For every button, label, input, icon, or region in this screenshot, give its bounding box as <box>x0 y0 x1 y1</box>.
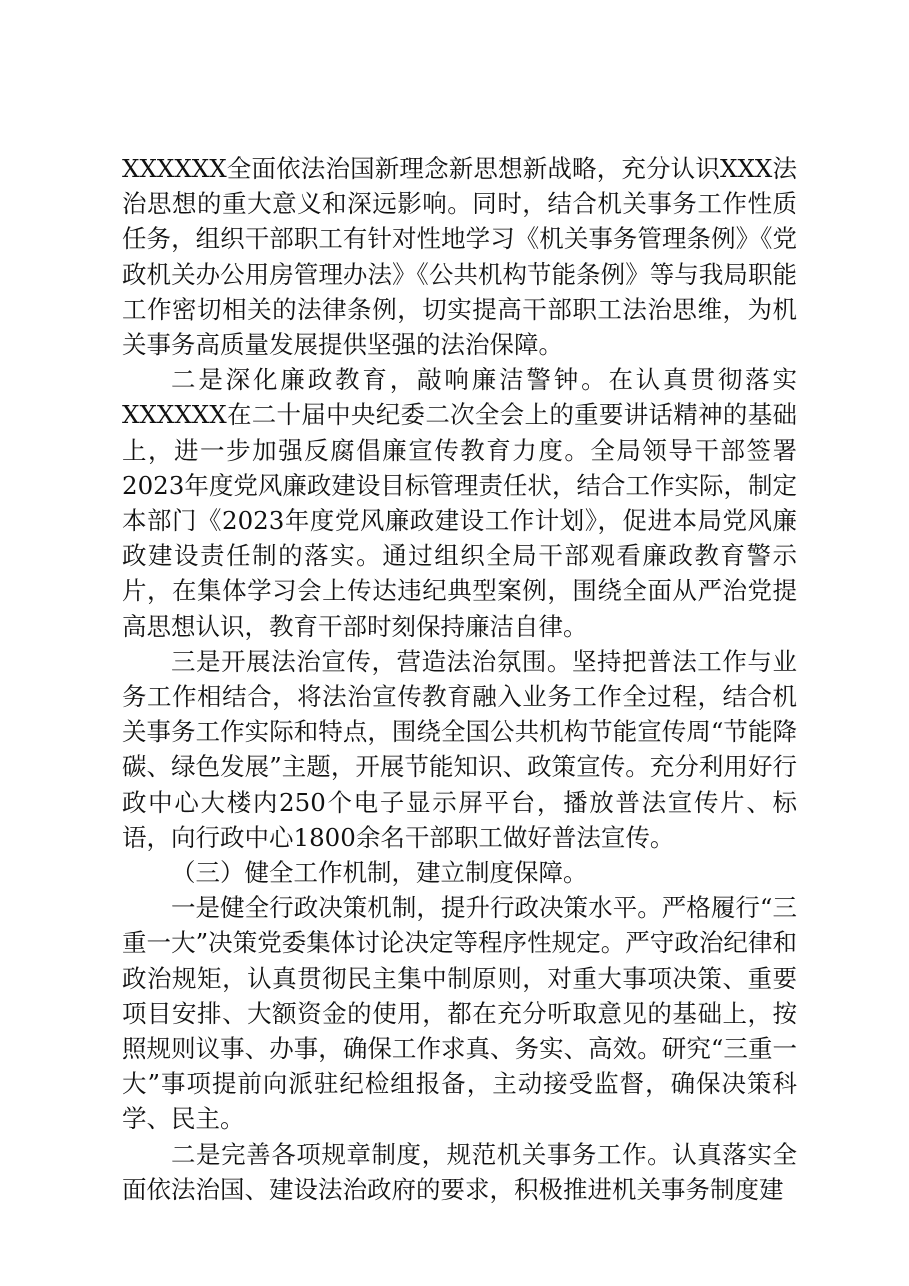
paragraph-rules-and-regulations: 二是完善各项规章制度，规范机关事务工作。认真落实全面依法治国、建设法治政府的要求，积极推进机关事务制度建 <box>122 1139 797 1204</box>
paragraph-decision-mechanism: 一是健全行政决策机制，提升行政决策水平。严格履行“三重一大”决策党委集体讨论决定等程序性规定。严守政治纪律和政治规矩，认真贯彻民主集中制原则，对重大事项决策、重要项目安排、大额资金的使用，都在充分听取意见的基础上，按照规则议事、办事，确保工作求真、务实、高效。研究“三重一大”事项提前向派驻纪检组报备，主动接受监督，确保决策科学、民主。 <box>122 893 797 1134</box>
document-body <box>122 151 797 1207</box>
paragraph-continuation: XXXXXX全面依法治国新理念新思想新战略，充分认识XXX法治思想的重大意义和深远影响。同时，结合机关事务工作性质任务，组织干部职工有针对性地学习《机关事务管理条例》《党政机关办公用房管理办法》《公共机构节能条例》等与我局职能工作密切相关的法律条例，切实提高干部职工法治思维，为机关事务高质量发展提供坚强的法治保障。 <box>122 154 797 360</box>
paragraph-anti-corruption-education: 二是深化廉政教育，敲响廉洁警钟。在认真贯彻落实XXXXXX在二十届中央纪委二次全会上的重要讲话精神的基础上，进一步加强反腐倡廉宣传教育力度。全局领导干部签署2023年度党风廉政建设目标管理责任状，结合工作实际，制定本部门《2023年度党风廉政建设工作计划》，促进本局党风廉政建设责任制的落实。通过组织全局干部观看廉政教育警示片，在集体学习会上传达违纪典型案例，围绕全面从严治党提高思想认识，教育干部时刻保持廉洁自律。 <box>122 365 797 641</box>
paragraph-legal-publicity: 三是开展法治宣传，营造法治氛围。坚持把普法工作与业务工作相结合，将法治宣传教育融入业务工作全过程，结合机关事务工作实际和特点，围绕全国公共机构节能宣传周“节能降碳、绿色发展”主题，开展节能知识、政策宣传。充分利用好行政中心大楼内250个电子显示屏平台，播放普法宣传片、标语，向行政中心1800余名干部职工做好普法宣传。 <box>122 646 797 852</box>
section-heading: （三）健全工作机制，建立制度保障。 <box>171 858 588 888</box>
